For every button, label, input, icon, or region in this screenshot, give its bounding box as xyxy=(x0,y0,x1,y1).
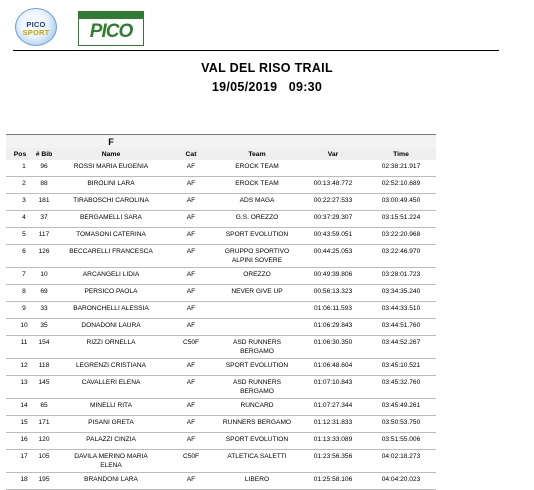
cell-name-line: ELENA xyxy=(100,462,122,469)
pico-sport-logo xyxy=(15,8,57,46)
cell-cat: AF xyxy=(186,322,196,329)
table-row xyxy=(6,336,436,359)
group-header-row xyxy=(6,135,436,149)
cell-name-line: LEGRENZI CRISTIANA xyxy=(76,362,146,369)
cell-team xyxy=(214,285,300,302)
cell-team xyxy=(214,194,300,211)
cell-name xyxy=(54,319,168,336)
cell-team-line: ASD RUNNERS xyxy=(233,379,281,386)
cell-bib: 181 xyxy=(38,197,50,204)
cell-team-line: G.S. OREZZO xyxy=(235,214,279,221)
cell-time: 03:50:53.750 xyxy=(381,419,421,426)
cell-bib: 195 xyxy=(38,476,50,483)
cell-team-line: RUNCARD xyxy=(240,402,274,409)
col-header-name: Name xyxy=(54,148,168,160)
cell-var xyxy=(300,160,366,177)
cell-team-line: LIBERO xyxy=(244,476,270,483)
cell-time: 04:02:18.273 xyxy=(381,453,421,460)
cell-cat: AF xyxy=(186,180,196,187)
cell-pos: 4 xyxy=(22,214,26,221)
cell-var: 01:23:56.356 xyxy=(313,453,353,460)
results-table xyxy=(6,134,436,490)
table-row xyxy=(6,268,436,285)
cell-name-line: DAVILA MERINO MARIA xyxy=(74,453,148,460)
cell-team-line: GRUPPO SPORTIVO xyxy=(224,248,290,255)
pico-logo xyxy=(78,11,144,46)
cell-var: 00:37:29.307 xyxy=(313,214,353,221)
cell-var: 01:06:48.604 xyxy=(313,362,353,369)
group-label: F xyxy=(54,135,168,149)
cell-var: 01:12:31.833 xyxy=(313,419,353,426)
cell-name-line: PISANI GRETA xyxy=(88,419,134,426)
table-row xyxy=(6,416,436,433)
cell-team xyxy=(214,376,300,399)
cell-time: 03:44:52.267 xyxy=(381,339,421,346)
cell-pos: 1 xyxy=(22,163,26,170)
cell-team xyxy=(214,416,300,433)
cell-var: 00:49:39.806 xyxy=(313,271,353,278)
cell-time: 03:34:35.240 xyxy=(381,288,421,295)
logo-right-text: PICO xyxy=(89,21,133,42)
cell-cat: AF xyxy=(186,231,196,238)
cell-pos: 14 xyxy=(20,402,28,409)
cell-bib: 105 xyxy=(38,453,50,460)
cell-time: 02:38:21.917 xyxy=(381,163,421,170)
cell-bib: 126 xyxy=(38,248,50,255)
cell-team xyxy=(214,399,300,416)
cell-pos: 9 xyxy=(22,305,26,312)
cell-team-line: NEVER GIVE UP xyxy=(231,288,283,295)
cell-pos: 15 xyxy=(20,419,28,426)
cell-bib: 145 xyxy=(38,379,50,386)
cell-name xyxy=(54,416,168,433)
cell-team-line: EROCK TEAM xyxy=(235,180,279,187)
cell-team-line: EROCK TEAM xyxy=(235,163,279,170)
cell-cat: AF xyxy=(186,362,196,369)
cell-cat: AF xyxy=(186,214,196,221)
cell-pos: 18 xyxy=(20,476,28,483)
table-row xyxy=(6,228,436,245)
col-header-pos: Pos xyxy=(6,148,34,160)
cell-name-line: MINELLI RITA xyxy=(89,402,132,409)
table-row xyxy=(6,160,436,177)
cell-team-line: SPORT EVOLUTION xyxy=(225,362,289,369)
cell-var: 01:07:10.843 xyxy=(313,379,353,386)
cell-name xyxy=(54,285,168,302)
cell-team xyxy=(214,433,300,450)
cell-name-line: BECCARELLI FRANCESCA xyxy=(69,248,153,255)
cell-team xyxy=(214,319,300,336)
cell-name-line: CAVALLERI ELENA xyxy=(81,379,141,386)
cell-name-line: DONADONI LAURA xyxy=(81,322,141,329)
cell-cat: AF xyxy=(186,163,196,170)
cell-bib: 96 xyxy=(40,163,48,170)
cell-team xyxy=(214,245,300,268)
cell-time: 03:00:49.450 xyxy=(381,197,421,204)
cell-var: 01:06:11.593 xyxy=(313,305,352,312)
cell-team-line: ALPINI SOVERE xyxy=(231,257,283,264)
cell-team-line: BERGAMO xyxy=(240,388,274,395)
cell-name xyxy=(54,359,168,376)
table-row xyxy=(6,399,436,416)
cell-time: 03:44:33.510 xyxy=(381,305,421,312)
cell-team xyxy=(214,228,300,245)
event-title: VAL DEL RISO TRAIL xyxy=(201,61,333,75)
cell-name-line: BIROLINI LARA xyxy=(87,180,135,187)
cell-pos: 16 xyxy=(20,436,28,443)
cell-bib: 117 xyxy=(38,231,50,238)
col-header-time: Time xyxy=(366,148,436,160)
cell-var: 01:25:58.106 xyxy=(313,476,353,483)
cell-bib: 33 xyxy=(40,305,48,312)
cell-cat: AF xyxy=(186,419,196,426)
cell-bib: 154 xyxy=(38,339,50,346)
cell-cat: AF xyxy=(186,271,196,278)
event-time: 09:30 xyxy=(288,80,323,94)
cell-name xyxy=(54,268,168,285)
cell-name xyxy=(54,473,168,490)
table-row xyxy=(6,211,436,228)
cell-cat: C50F xyxy=(182,339,200,346)
cell-team-line: ADS MAGA xyxy=(239,197,275,204)
cell-pos: 10 xyxy=(20,322,28,329)
cell-var: 01:06:30.350 xyxy=(313,339,353,346)
cell-time: 03:45:49.261 xyxy=(381,402,421,409)
logo-band xyxy=(79,12,143,19)
cell-team-line: SPORT EVOLUTION xyxy=(225,231,289,238)
table-row xyxy=(6,285,436,302)
col-header-var: Var xyxy=(300,148,366,160)
table-row xyxy=(6,302,436,319)
cell-name-line: TOMASONI CATERINA xyxy=(76,231,146,238)
cell-time: 02:52:10.689 xyxy=(381,180,421,187)
cell-cat: AF xyxy=(186,248,196,255)
col-header-bib: # Bib xyxy=(34,148,54,160)
cell-time: 03:45:10.521 xyxy=(381,362,421,369)
cell-name xyxy=(54,160,168,177)
cell-name-line: PALAZZI CINZIA xyxy=(86,436,136,443)
cell-pos: 3 xyxy=(22,197,26,204)
cell-team-line: RUNNERS BERGAMO xyxy=(222,419,292,426)
table-row xyxy=(6,376,436,399)
cell-pos: 8 xyxy=(22,288,26,295)
cell-cat: AF xyxy=(186,476,196,483)
cell-cat: AF xyxy=(186,288,196,295)
cell-var: 01:07:27.344 xyxy=(313,402,353,409)
cell-team xyxy=(214,211,300,228)
table-row xyxy=(6,177,436,194)
cell-team-line: ASD RUNNERS xyxy=(233,339,281,346)
cell-team xyxy=(214,302,300,319)
cell-time: 03:51:55.006 xyxy=(381,436,421,443)
cell-cat: AF xyxy=(186,379,196,386)
cell-pos: 17 xyxy=(20,453,28,460)
cell-team xyxy=(214,268,300,285)
cell-time: 03:45:32.760 xyxy=(381,379,421,386)
cell-name-line: ARCANGELI LIDIA xyxy=(82,271,140,278)
cell-team xyxy=(214,359,300,376)
cell-var: 00:22:27.533 xyxy=(313,197,353,204)
cell-time: 04:04:20.023 xyxy=(381,476,421,483)
cell-cat: C50F xyxy=(182,453,200,460)
cell-team xyxy=(214,177,300,194)
cell-team xyxy=(214,336,300,359)
cell-pos: 6 xyxy=(22,248,26,255)
header-divider xyxy=(13,50,499,51)
cell-pos: 2 xyxy=(22,180,26,187)
table-row xyxy=(6,194,436,211)
results-body xyxy=(6,160,436,490)
cell-name-line: RIZZI ORNELLA xyxy=(86,339,136,346)
cell-pos: 13 xyxy=(20,379,28,386)
cell-var: 00:43:59.051 xyxy=(313,231,353,238)
cell-name xyxy=(54,376,168,399)
cell-name xyxy=(54,433,168,450)
cell-team xyxy=(214,450,300,473)
col-header-cat: Cat xyxy=(168,148,214,160)
cell-name xyxy=(54,228,168,245)
cell-name-line: BERGAMELLI SARA xyxy=(80,214,142,221)
cell-team-line: SPORT EVOLUTION xyxy=(225,436,289,443)
cell-name-line: ROSSI MARIA EUGENIA xyxy=(73,163,149,170)
cell-var: 00:44:25.053 xyxy=(313,248,353,255)
cell-time: 03:15:51.224 xyxy=(381,214,421,221)
cell-bib: 171 xyxy=(38,419,50,426)
cell-team xyxy=(214,473,300,490)
cell-name xyxy=(54,302,168,319)
cell-time: 03:22:20.968 xyxy=(381,231,421,238)
cell-bib: 120 xyxy=(38,436,50,443)
cell-name xyxy=(54,211,168,228)
table-row xyxy=(6,473,436,490)
cell-pos: 11 xyxy=(20,339,28,346)
cell-name xyxy=(54,194,168,211)
cell-bib: 118 xyxy=(38,362,50,369)
cell-cat: AF xyxy=(186,402,196,409)
table-row xyxy=(6,433,436,450)
cell-pos: 7 xyxy=(22,271,26,278)
cell-name-line: BARONCHELLI ALESSIA xyxy=(73,305,149,312)
cell-var: 00:56:13.323 xyxy=(313,288,353,295)
cell-name xyxy=(54,399,168,416)
cell-var: 01:06:29.843 xyxy=(313,322,353,329)
table-row xyxy=(6,359,436,376)
cell-bib: 35 xyxy=(40,322,48,329)
cell-pos: 5 xyxy=(22,231,26,238)
event-datetime xyxy=(0,80,534,94)
cell-cat: AF xyxy=(186,305,196,312)
cell-team-line: OREZZO xyxy=(243,271,271,278)
table-row xyxy=(6,319,436,336)
cell-name-line: TIRABOSCHI CAROLINA xyxy=(73,197,149,204)
cell-cat: AF xyxy=(186,436,196,443)
cell-name xyxy=(54,245,168,268)
column-header-row xyxy=(6,148,436,160)
cell-cat: AF xyxy=(186,197,196,204)
cell-team xyxy=(214,160,300,177)
cell-bib: 37 xyxy=(40,214,48,221)
logo-left-text-1: PICO xyxy=(26,20,46,29)
event-date: 19/05/2019 xyxy=(211,80,278,94)
col-header-team: Team xyxy=(214,148,300,160)
cell-bib: 10 xyxy=(40,271,48,278)
cell-name-line: PERSICO PAOLA xyxy=(84,288,138,295)
table-row xyxy=(6,450,436,473)
table-row xyxy=(6,245,436,268)
cell-bib: 88 xyxy=(40,180,48,187)
cell-time: 03:44:51.760 xyxy=(381,322,421,329)
cell-time: 03:22:46.970 xyxy=(381,248,421,255)
cell-pos: 12 xyxy=(20,362,28,369)
cell-var: 00:13:48.772 xyxy=(313,180,353,187)
cell-bib: 69 xyxy=(40,288,48,295)
cell-team-line: BERGAMO xyxy=(240,348,274,355)
cell-name xyxy=(54,336,168,359)
logo-left-text-2: SPORT xyxy=(22,28,50,37)
cell-team-line: ATLETICA SALETTI xyxy=(227,453,287,460)
cell-var: 01:13:33.089 xyxy=(313,436,353,443)
cell-name xyxy=(54,450,168,473)
cell-name-line: BRANDONI LARA xyxy=(84,476,138,483)
cell-bib: 65 xyxy=(40,402,48,409)
cell-name xyxy=(54,177,168,194)
cell-time: 03:28:01.723 xyxy=(381,271,421,278)
